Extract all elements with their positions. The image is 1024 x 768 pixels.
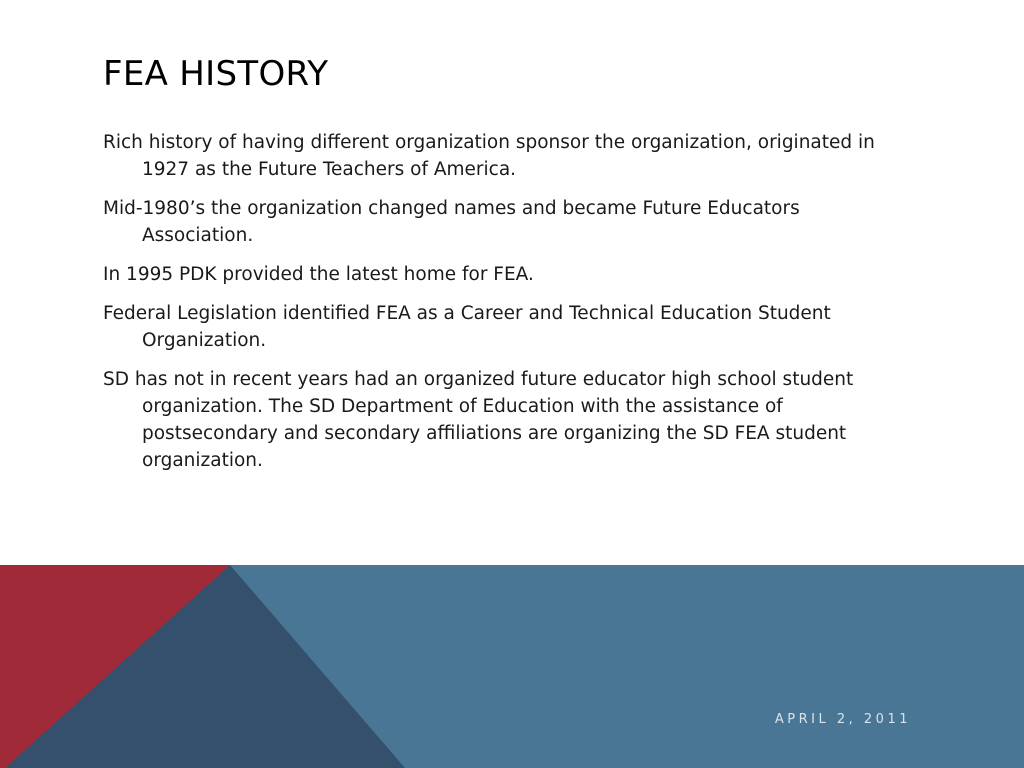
bullet-item: In 1995 PDK provided the latest home for FEA. <box>103 264 534 285</box>
bullet-item: Rich history of having different organization sponsor the organization, originated in 1927 as the Future Teachers of America. <box>103 132 875 180</box>
footer-date: APRIL 2, 2011 <box>774 712 911 727</box>
bullet-list <box>103 129 913 486</box>
bullet-item: Mid-1980’s the organization changed names and became Future Educators Association. <box>103 198 800 246</box>
footer-band <box>0 565 1024 768</box>
slide-title: FEA HISTORY <box>103 54 329 94</box>
bullet-item: SD has not in recent years had an organized future educator high school student organization. The SD Department of Education with the assistance of postsecondary and secondary affiliations are organizing the SD FEA student organization. <box>103 369 854 471</box>
bullet-item: Federal Legislation identified FEA as a Career and Technical Education Student Organization. <box>103 303 831 351</box>
